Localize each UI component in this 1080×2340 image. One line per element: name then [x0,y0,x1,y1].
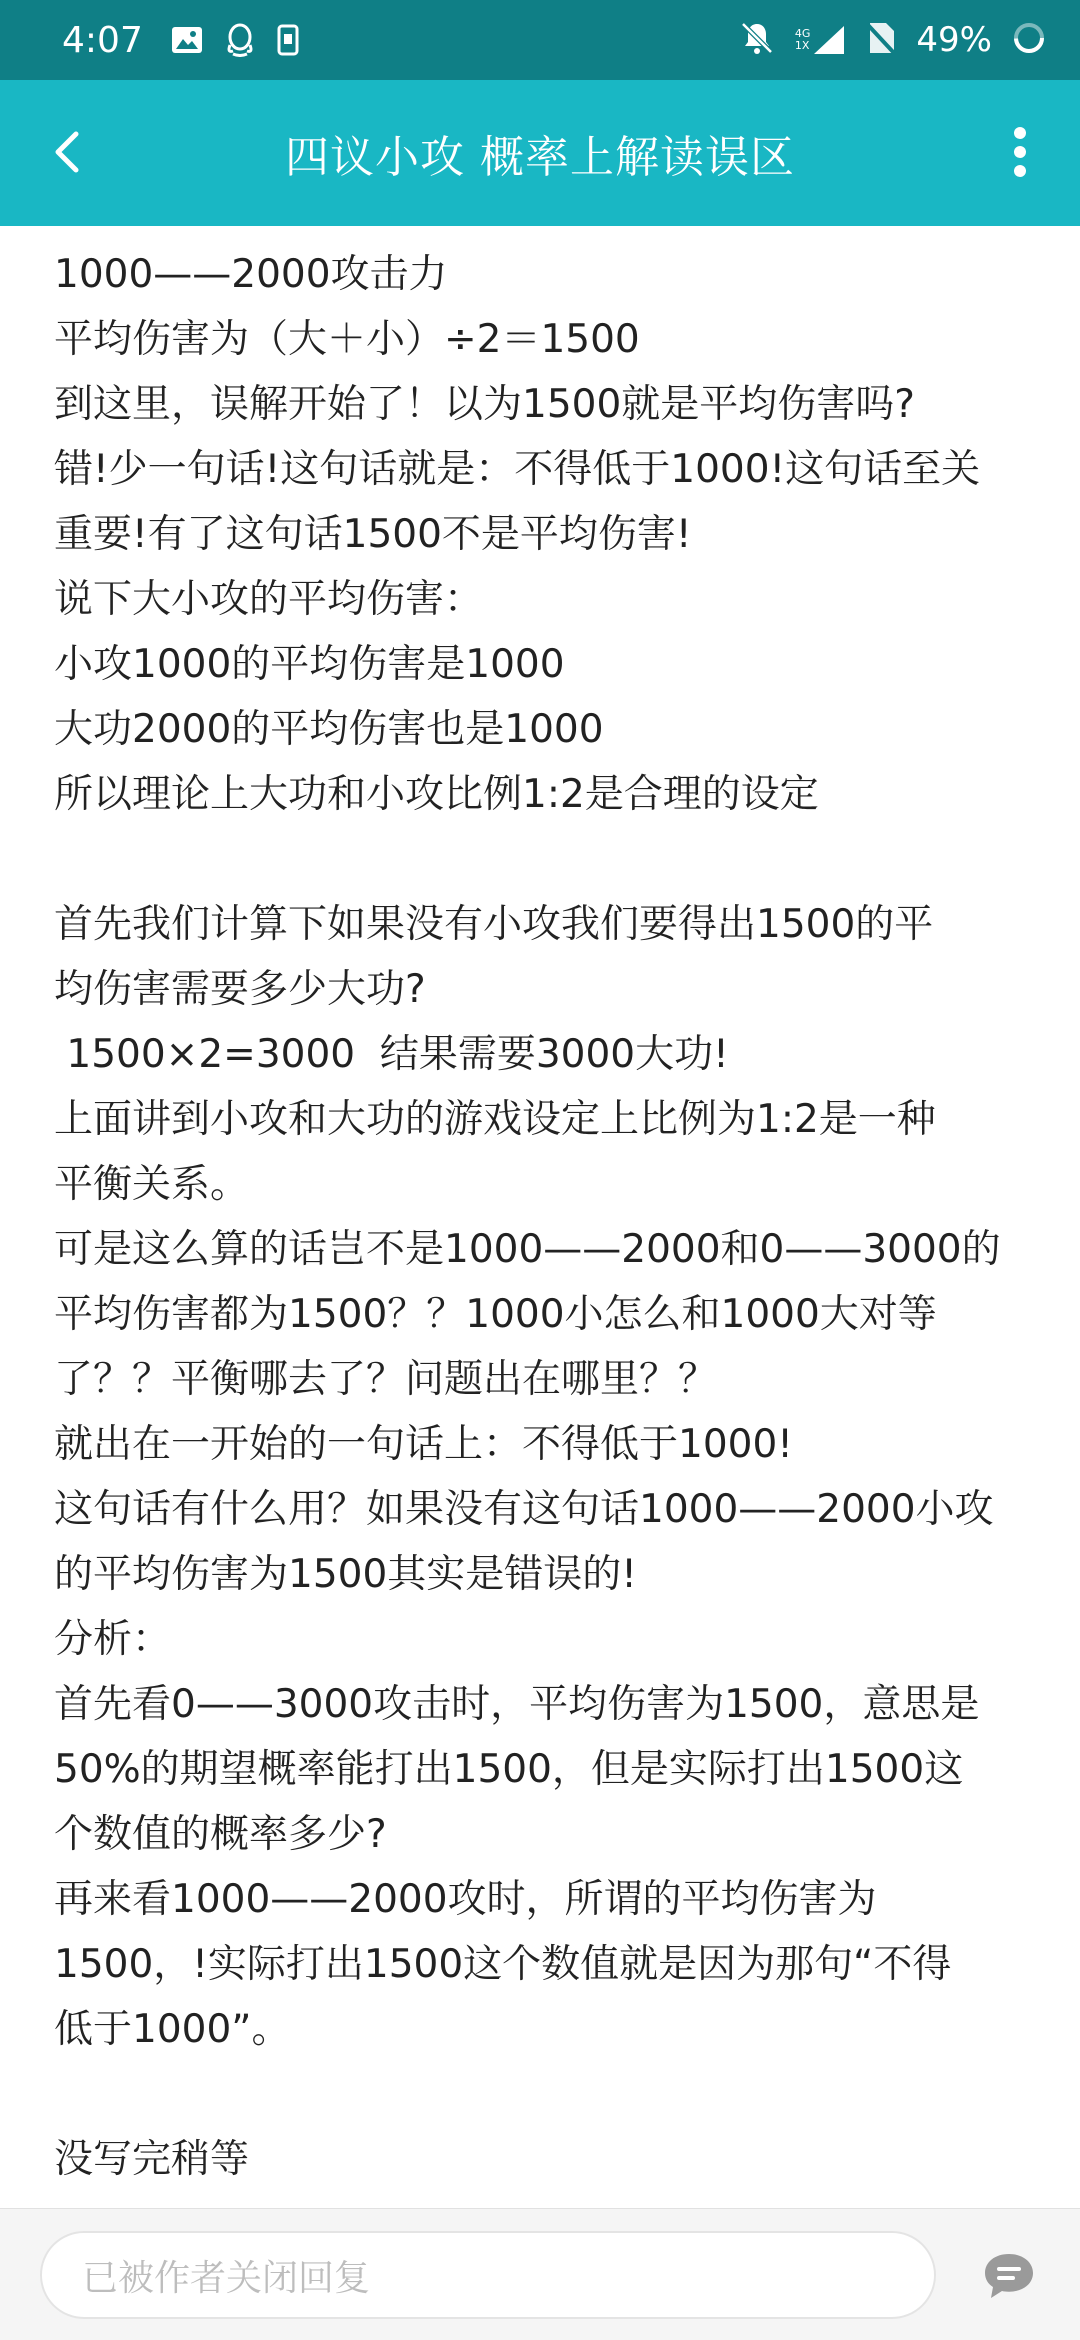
article-line: 可是这么算的话岂不是1000——2000和0——3000的 [54,1227,1001,1272]
status-bar [0,0,1080,80]
article-line: 平衡关系。 [54,1162,250,1207]
network-type-top: 4G [794,27,811,40]
article-line: 说下大小攻的平均伤害： [54,577,484,622]
article-line: 大功2000的平均伤害也是1000 [54,707,604,752]
article-body [54,226,1044,2192]
more-options-button[interactable] [990,116,1050,188]
network-type-bottom: 1X [794,39,810,52]
more-vert-icon [1012,126,1028,178]
paragraph-spacer [54,827,1044,892]
battery-ring-icon [1012,21,1046,59]
reply-input[interactable]: 已被作者关闭回复 [40,2231,936,2319]
article-line: 1000——2000攻击力 [54,252,448,297]
page-title: 四议小攻 概率上解读误区 [285,132,795,183]
article-line: 上面讲到小攻和大功的游戏设定上比例为1:2是一种 [54,1097,936,1142]
article-line: 的平均伤害为1500其实是错误的! [54,1552,637,1597]
status-right [739,20,1046,60]
article-line: 这句话有什么用？如果没有这句话1000——2000小攻 [54,1487,994,1532]
notifications-off-icon [739,20,775,60]
article-line: 首先看0——3000攻击时，平均伤害为1500，意思是 [54,1682,980,1727]
signal-icon [795,24,847,56]
article-line: 错!少一句话!这句话就是：不得低于1000!这句话至关 [54,447,981,492]
article-line: 均伤害需要多少大功? [54,967,426,1012]
article-line: 平均伤害为（大＋小）÷2＝1500 [54,317,640,362]
article-line: 重要!有了这句话1500不是平均伤害! [54,512,692,557]
comment-button[interactable] [976,2243,1042,2309]
article-line: 所以理论上大功和小攻比例1:2是合理的设定 [54,772,819,817]
article-line: 再来看1000——2000攻时，所谓的平均伤害为 [54,1877,877,1922]
no-sim-icon [866,21,896,59]
article-line: 小攻1000的平均伤害是1000 [54,642,565,687]
image-icon [171,26,203,54]
battery-percentage: 49% [916,20,992,60]
article-line: 分析： [54,1617,172,1662]
reply-bar [0,2208,1080,2340]
article-line: 1500，!实际打出1500这个数值就是因为那句“不得 [54,1942,952,1987]
article-line: 了？？平衡哪去了？问题出在哪里？？ [54,1357,718,1402]
paragraph-spacer [54,2062,1044,2127]
qq-icon [225,23,255,57]
article-line: 就出在一开始的一句话上：不得低于1000! [54,1422,793,1467]
article-line: 没写完稍等 [54,2137,250,2182]
sim-card-icon [277,24,299,56]
article-line: 到这里，误解开始了！以为1500就是平均伤害吗? [54,382,915,427]
article-line: 低于1000”。 [54,2007,291,2052]
article-line: 1500×2=3000 结果需要3000大功! [54,1032,729,1077]
article-line: 首先我们计算下如果没有小攻我们要得出1500的平 [54,902,934,947]
app-bar [0,80,1080,226]
back-button[interactable] [34,120,98,184]
article-line: 个数值的概率多少? [54,1812,387,1857]
article-line: 平均伤害都为1500？？1000小怎么和1000大对等 [54,1292,937,1337]
status-time: 4:07 [62,19,143,61]
back-arrow-icon [48,128,84,176]
comment-icon [981,2248,1037,2304]
article-line: 50%的期望概率能打出1500，但是实际打出1500这 [54,1747,964,1792]
